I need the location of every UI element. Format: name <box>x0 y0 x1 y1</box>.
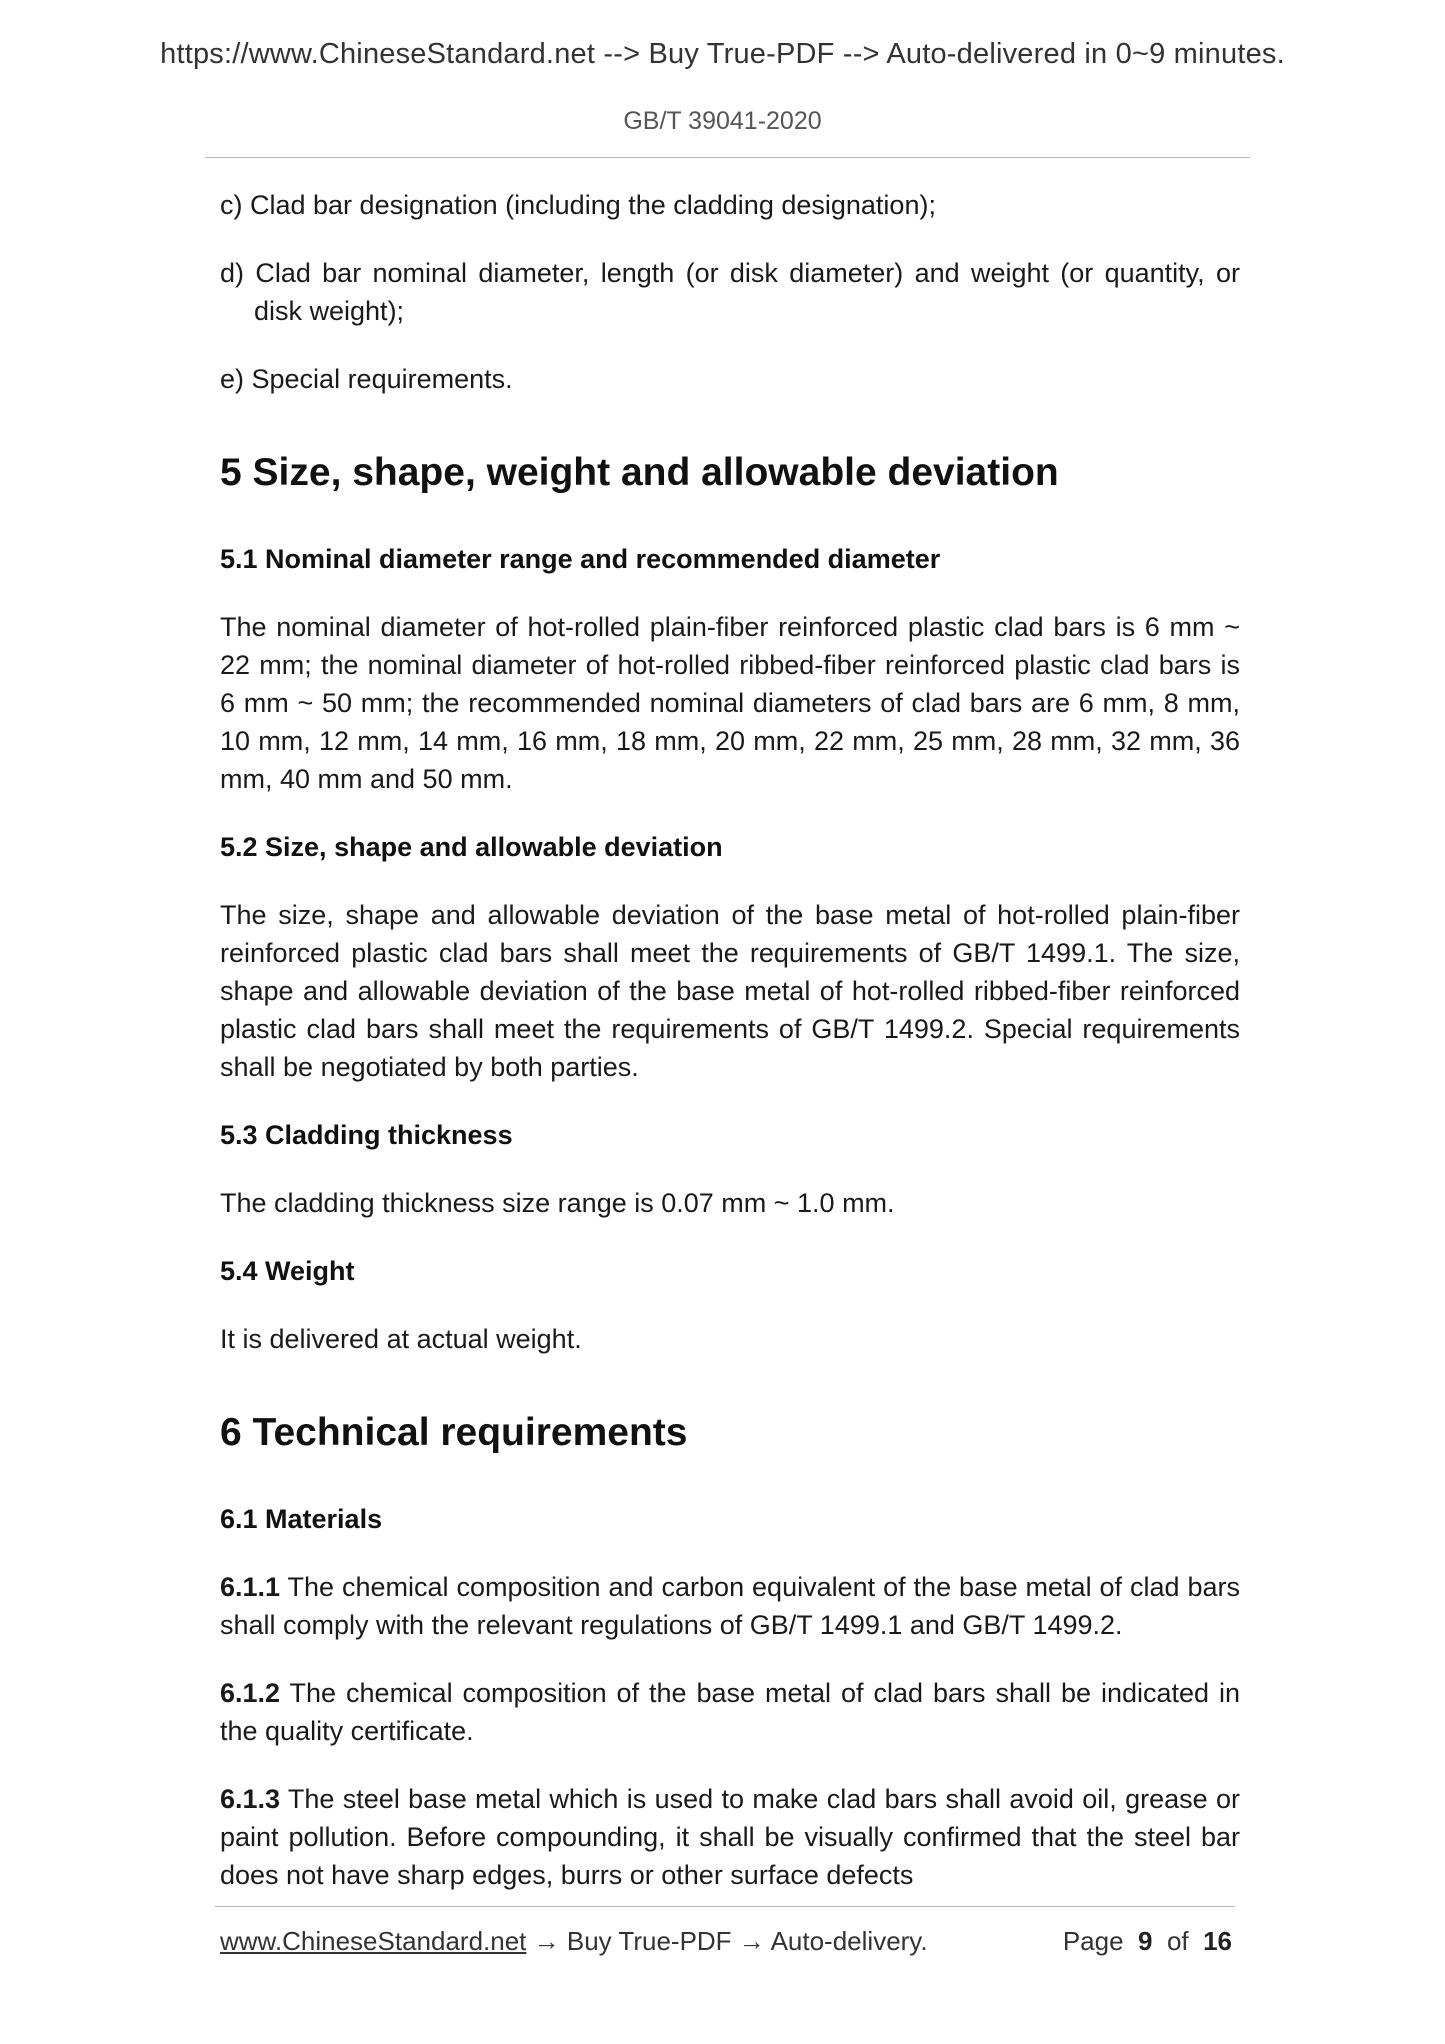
section-5-heading: 5 Size, shape, weight and allowable deviation <box>220 451 1059 494</box>
page-footer <box>220 1926 1232 1960</box>
source-banner: https://www.ChineseStandard.net --> Buy True-PDF --> Auto-delivered in 0~9 minutes. <box>160 38 1285 70</box>
footer-site-link[interactable]: www.ChineseStandard.net <box>220 1926 527 1956</box>
of-word: of <box>1166 1926 1189 1956</box>
page-word: Page <box>1062 1926 1124 1956</box>
clause-5-1-text: The nominal diameter of hot-rolled plain-fiber reinforced plastic clad bars is 6 mm ~ 22 mm; the nominal diameter of hot-rolled ribbed-fiber reinforced plastic clad bars is 6 mm ~ 50 mm; the recommended nominal diameters of clad bars are 6 mm, 8 mm, 10 mm, 12 mm, 14 mm, 16 mm, 18 mm, 20 mm, 22 mm, 25 mm, 28 mm, 32 mm, 36 mm, 40 mm and 50 mm. <box>220 612 1240 794</box>
clause-6-1-1 <box>220 1568 1240 1644</box>
clause-5-3-text: The cladding thickness size range is 0.07 mm ~ 1.0 mm. <box>220 1188 895 1218</box>
clause-5-2-text: The size, shape and allowable deviation of the base metal of hot-rolled plain-fiber reinforced plastic clad bars shall meet the requirements of GB/T 1499.1. The size, shape and allowable deviation of the base metal of hot-rolled ribbed-fiber reinforced plastic clad bars shall meet the requirements of GB/T 1499.2. Special requirements shall be negotiated by both parties. <box>220 900 1240 1082</box>
clause-5-2-heading: 5.2 Size, shape and allowable deviation <box>220 832 723 862</box>
clause-5-4-text: It is delivered at actual weight. <box>220 1324 582 1354</box>
clause-6-1-1-number: 6.1.1 <box>220 1572 281 1602</box>
total-pages: 16 <box>1203 1926 1232 1956</box>
clause-6-1-2-text: The chemical composition of the base metal of clad bars shall be indicated in the quality certificate. <box>220 1678 1240 1746</box>
list-item-d: d) Clad bar nominal diameter, length (or disk diameter) and weight (or quantity, or disk weight); <box>220 258 1240 326</box>
clause-5-4-heading: 5.4 Weight <box>220 1256 355 1286</box>
document-code: GB/T 39041-2020 <box>623 107 822 135</box>
footer-promo <box>220 1926 928 1956</box>
list-item-e: e) Special requirements. <box>220 364 513 394</box>
clause-6-1-3-text: The steel base metal which is used to make clad bars shall avoid oil, grease or paint pollution. Before compounding, it shall be visually confirmed that the steel bar does not have sharp edges, burrs or other surface defects <box>220 1784 1240 1890</box>
clause-6-1-2-number: 6.1.2 <box>220 1678 281 1708</box>
clause-5-1-heading: 5.1 Nominal diameter range and recommended diameter <box>220 544 941 574</box>
clause-6-1-2 <box>220 1674 1240 1750</box>
list-item-c: c) Clad bar designation (including the cladding designation); <box>220 190 936 220</box>
clause-5-3-heading: 5.3 Cladding thickness <box>220 1120 513 1150</box>
header-divider <box>205 157 1250 158</box>
clause-6-1-heading: 6.1 Materials <box>220 1504 383 1534</box>
clause-6-1-3 <box>220 1780 1240 1894</box>
footer-promo-text: → Buy True-PDF → Auto-delivery. <box>526 1926 928 1956</box>
footer-divider <box>215 1906 1235 1907</box>
clause-6-1-3-number: 6.1.3 <box>220 1784 281 1814</box>
page-indicator <box>1063 1926 1232 1957</box>
section-6-heading: 6 Technical requirements <box>220 1411 688 1454</box>
current-page-number: 9 <box>1138 1926 1153 1956</box>
page-content <box>220 186 1240 1894</box>
clause-6-1-1-text: The chemical composition and carbon equivalent of the base metal of clad bars shall comply with the relevant regulations of GB/T 1499.1 and GB/T 1499.2. <box>220 1572 1240 1640</box>
